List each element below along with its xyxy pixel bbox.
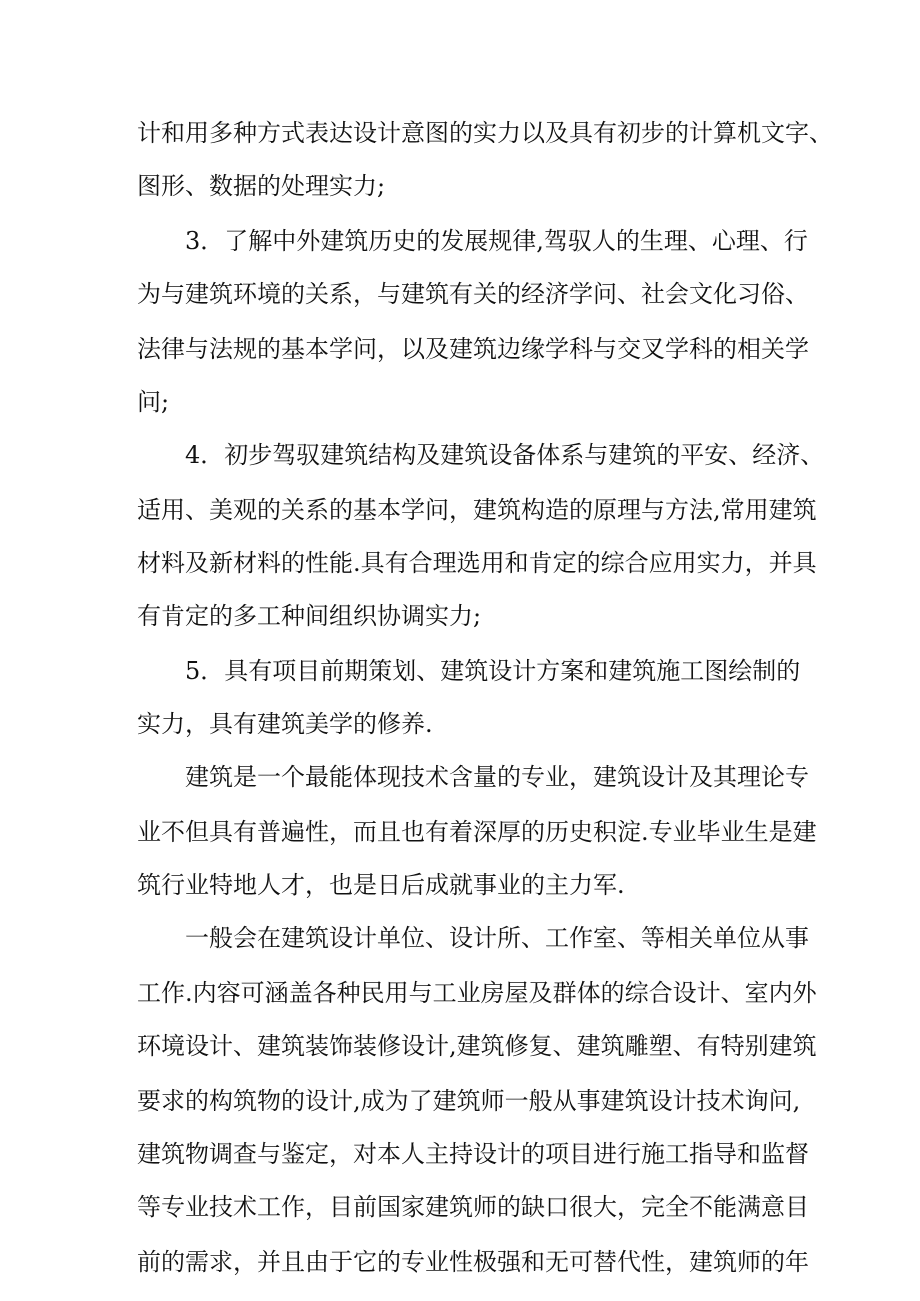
text-line: 为与建筑环境的关系，与建筑有关的经济学问、社会文化习俗、 — [137, 280, 809, 308]
text-line: 有肯定的多工种间组织协调实力; — [137, 602, 482, 630]
text-line: 实力，具有建筑美学的修养. — [137, 710, 433, 738]
text-line: 筑行业特地人才，也是日后成就事业的主力军. — [137, 871, 625, 899]
text-line: 工作.内容可涵盖各种民用与工业房屋及群体的综合设计、室内外 — [137, 979, 817, 1007]
text-line: 一般会在建筑设计单位、设计所、工作室、等相关单位从事 — [185, 924, 809, 952]
text-line: 图形、数据的处理实力; — [137, 172, 386, 200]
text-line: 建筑物调查与鉴定，对本人主持设计的项目进行施工指导和监督 — [137, 1140, 809, 1168]
text-line: 问; — [137, 388, 170, 416]
text-line: 前的需求，并且由于它的专业性极强和无可替代性，建筑师的年 — [137, 1248, 809, 1276]
text-line: 建筑是一个最能体现技术含量的专业，建筑设计及其理论专 — [185, 763, 809, 791]
text-line: 材料及新材料的性能.具有合理选用和肯定的综合应用实力，并具 — [137, 549, 817, 577]
text-line: 业不但具有普遍性，而且也有着深厚的历史积淀.专业毕业生是建 — [137, 818, 817, 846]
text-line: 3．了解中外建筑历史的发展规律,驾驭人的生理、心理、行 — [185, 227, 808, 255]
text-line: 适用、美观的关系的基本学问，建筑构造的原理与方法,常用建筑 — [137, 496, 817, 524]
text-line: 要求的构筑物的设计,成为了建筑师一般从事建筑设计技术询问, — [137, 1087, 801, 1115]
text-line: 4．初步驾驭建筑结构及建筑设备体系与建筑的平安、经济、 — [185, 441, 825, 469]
text-line: 5．具有项目前期策划、建筑设计方案和建筑施工图绘制的 — [185, 657, 801, 685]
text-line: 法律与法规的基本学问，以及建筑边缘学科与交叉学科的相关学 — [137, 335, 809, 363]
text-line: 等专业技术工作，目前国家建筑师的缺口很大，完全不能满意目 — [137, 1193, 809, 1221]
text-line: 计和用多种方式表达设计意图的实力以及具有初步的计算机文字、 — [137, 119, 833, 147]
text-line: 环境设计、建筑装饰装修设计,建筑修复、建筑雕塑、有特别建筑 — [137, 1032, 817, 1060]
